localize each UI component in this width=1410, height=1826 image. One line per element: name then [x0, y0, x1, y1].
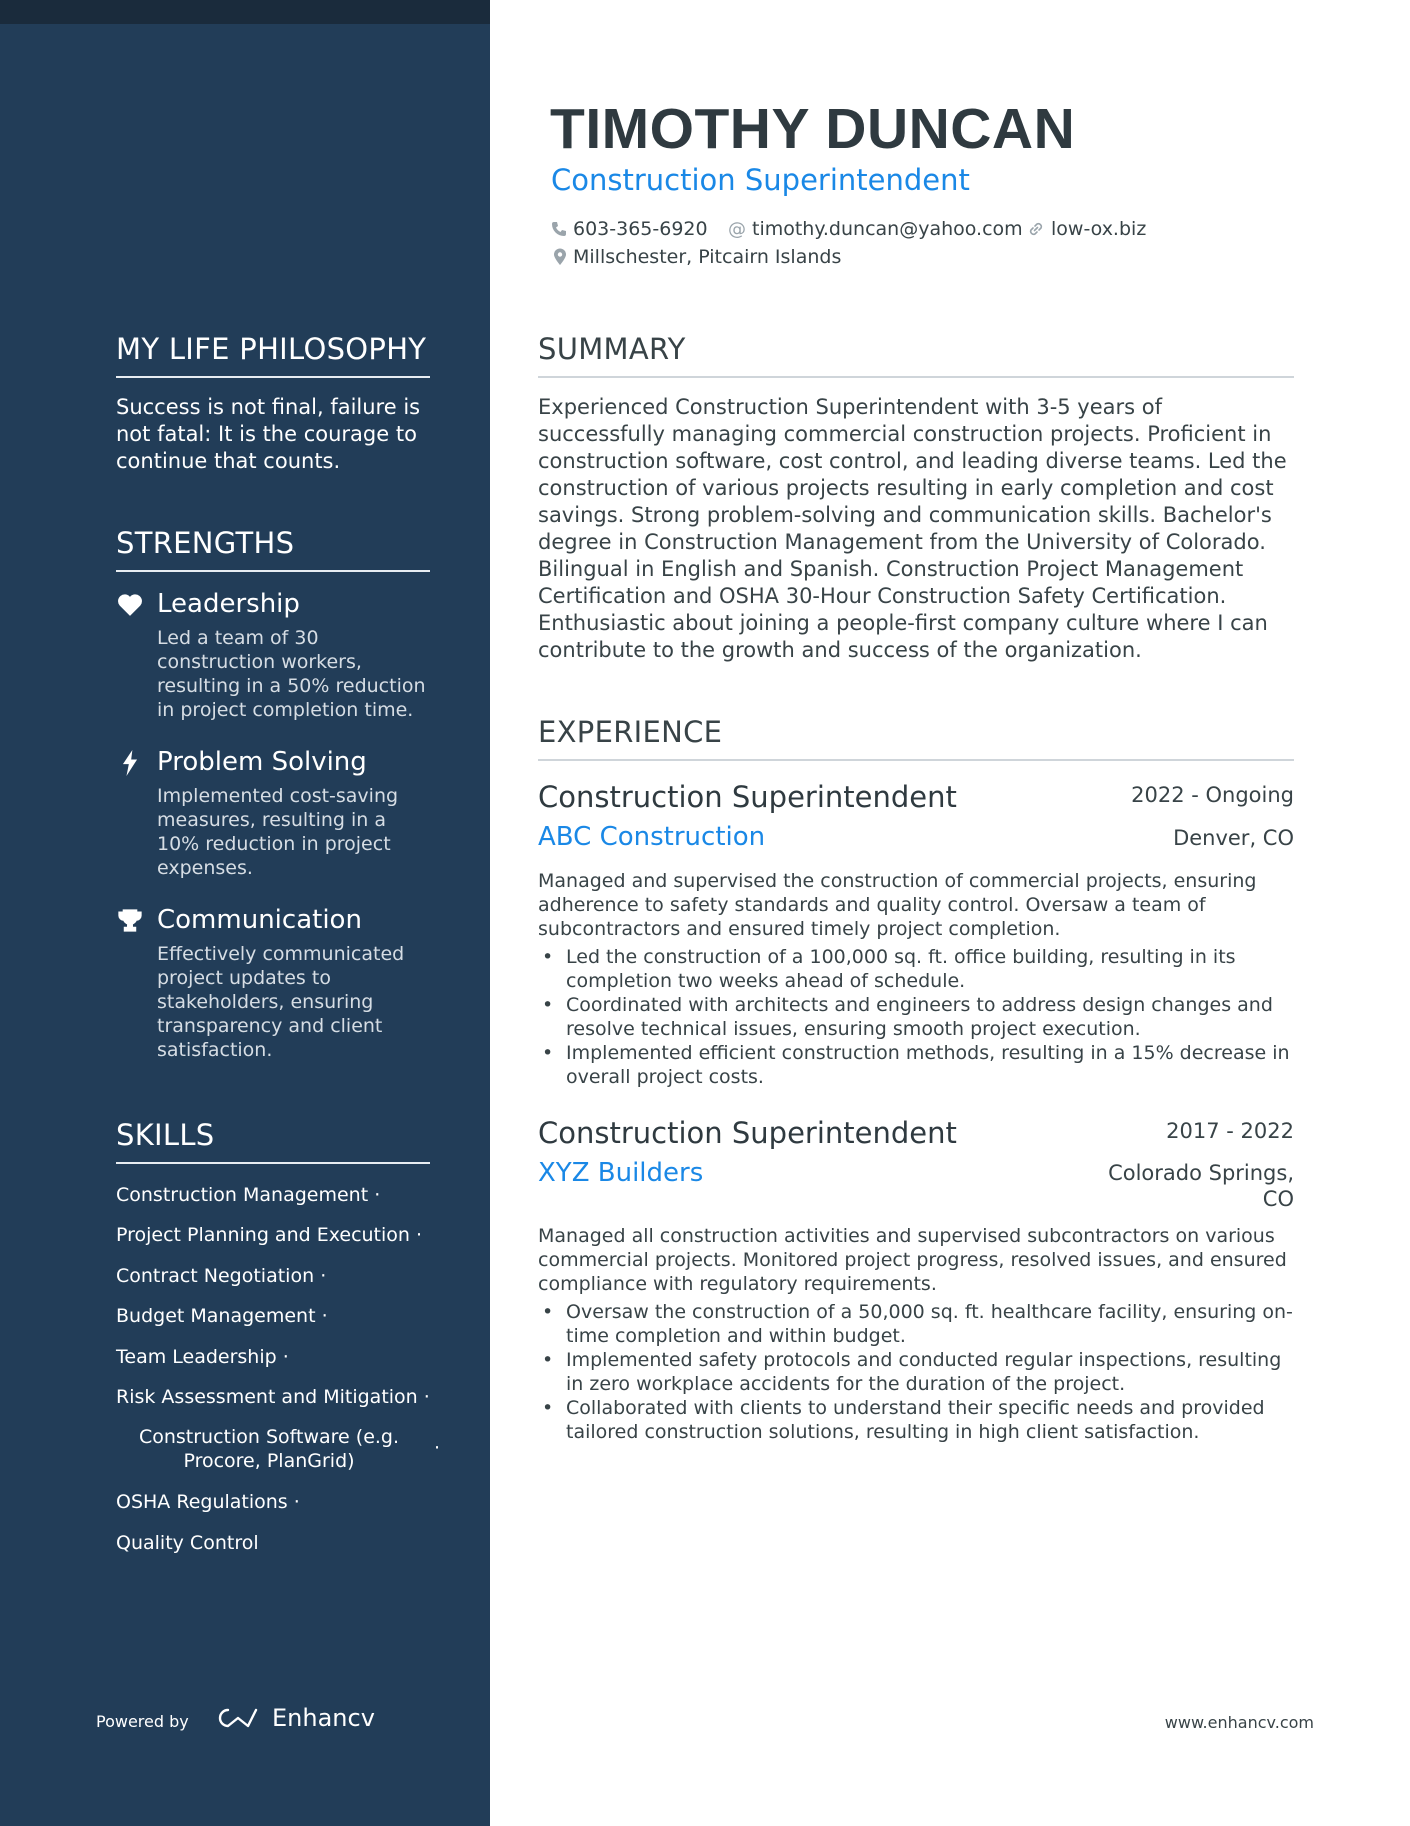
skill-item: OSHA Regulations ·	[116, 1491, 300, 1513]
skills-heading: SKILLS	[116, 1118, 430, 1164]
skill-item: Team Leadership ·	[116, 1346, 289, 1368]
experience-heading: EXPERIENCE	[538, 715, 1294, 761]
job-bullet: • Collaborated with clients to understand their specific needs and provided tailored construction solutions, resulting in high client satisfaction.	[538, 1396, 1294, 1444]
strengths-heading: STRENGTHS	[116, 526, 430, 572]
email-contact[interactable]	[728, 218, 1023, 240]
website-text: low-ox.biz	[1051, 218, 1147, 240]
job-bullets	[538, 945, 1294, 1089]
phone-contact[interactable]	[551, 218, 708, 240]
job-company[interactable]: XYZ Builders	[538, 1158, 704, 1188]
strength-description: Implemented cost-saving measures, resulting in a 10% reduction in project expenses.	[157, 785, 399, 879]
job-location	[1108, 1160, 1294, 1212]
powered-by-label: Powered by	[96, 1712, 189, 1731]
experience-section	[538, 715, 1294, 761]
location-pin-icon	[553, 248, 567, 266]
summary-text: Experienced Construction Superintendent with 3-5 years of successfully managing commercial construction projects. Proficient in construction software, cost control, and leading diverse teams. Led the construction of various projects resulting in early completion and cost savings. Strong problem-solving and communication skills. Bachelor's degree in Construction Management from the University of Colorado. Bilingual in English and Spanish. Construction Project Management Certification and OSHA 30-Hour Construction Safety Certification. Enthusiastic about joining a people-first company culture where I can contribute to the growth and success of the organization.	[538, 395, 1287, 662]
email-text: timothy.duncan@yahoo.com	[752, 218, 1023, 240]
skill-item: Construction Software (e.g. Procore, PlanGrid)	[138, 1426, 400, 1472]
sidebar-top-bar	[0, 0, 490, 24]
phone-text: 603-365-6920	[573, 218, 708, 240]
enhancv-wordmark: Enhancv	[272, 1704, 375, 1732]
job-title: Construction Superintendent	[538, 1116, 957, 1150]
footer-url[interactable]: www.enhancv.com	[1164, 1713, 1314, 1732]
job-title: Construction Superintendent	[538, 780, 957, 814]
skill-item: Project Planning and Execution ·	[116, 1224, 423, 1246]
at-icon: @	[728, 218, 746, 240]
job-description: Managed all construction activities and supervised subcontractors on various commercial projects. Monitored project progress, resolved issues, and ensured compliance with regulatory requirements.	[538, 1225, 1287, 1295]
skill-item: Quality Control	[116, 1532, 259, 1554]
strength-item	[116, 904, 430, 1062]
sidebar	[0, 0, 490, 1826]
trophy-icon	[116, 908, 144, 934]
summary-heading: SUMMARY	[538, 332, 1294, 378]
job-bullet: • Implemented efficient construction methods, resulting in a 15% decrease in overall project costs.	[538, 1041, 1294, 1089]
skill-item: Risk Assessment and Mitigation ·	[116, 1386, 430, 1408]
skill-item: Budget Management ·	[116, 1305, 328, 1327]
job-bullet: • Led the construction of a 100,000 sq. ft. office building, resulting in its completion two weeks ahead of schedule.	[538, 945, 1294, 993]
skill-item: Contract Negotiation ·	[116, 1265, 327, 1287]
job-company[interactable]: ABC Construction	[538, 822, 766, 852]
job-bullet: • Coordinated with architects and engineers to address design changes and resolve technical issues, ensuring smooth project execution.	[538, 993, 1294, 1041]
job-description: Managed and supervised the construction of commercial projects, ensuring adherence to safety standards and quality control. Oversaw a team of subcontractors and ensured timely project completion.	[538, 870, 1257, 940]
summary-section	[538, 332, 1294, 664]
skill-separator: ·	[434, 1437, 441, 1459]
location-text: Millschester, Pitcairn Islands	[573, 246, 842, 268]
philosophy-text: Success is not final, failure is not fatal: It is the courage to continue that counts.	[116, 395, 421, 473]
job-details	[538, 1224, 1294, 1444]
strengths-section	[116, 526, 430, 1062]
location-contact	[553, 246, 841, 268]
philosophy-heading: MY LIFE PHILOSOPHY	[116, 332, 430, 378]
strength-title: Leadership	[157, 589, 300, 619]
candidate-name: TIMOTHY DUNCAN	[550, 97, 1076, 161]
job-location-line: CO	[1262, 1187, 1294, 1211]
philosophy-section	[116, 332, 430, 475]
phone-icon	[551, 221, 567, 237]
job-dates: 2017 - 2022	[1166, 1119, 1294, 1143]
bolt-icon	[116, 750, 144, 776]
strength-item	[116, 746, 430, 880]
job-details	[538, 869, 1294, 1089]
enhancv-logo[interactable]	[216, 1704, 375, 1732]
skill-item: Construction Management ·	[116, 1184, 381, 1206]
job-bullet: • Implemented safety protocols and conducted regular inspections, resulting in zero workplace accidents for the duration of the project.	[538, 1348, 1294, 1396]
job-bullet: • Oversaw the construction of a 50,000 sq. ft. healthcare facility, ensuring on-time completion and within budget.	[538, 1300, 1294, 1348]
website-contact[interactable]	[1027, 218, 1146, 240]
strength-item	[116, 588, 430, 722]
enhancv-mark-icon	[216, 1706, 262, 1730]
heart-icon	[116, 592, 144, 618]
strength-title: Problem Solving	[157, 747, 367, 777]
job-bullets	[538, 1300, 1294, 1444]
candidate-role: Construction Superintendent	[551, 163, 970, 197]
job-location-line: Colorado Springs,	[1108, 1161, 1294, 1185]
job-dates: 2022 - Ongoing	[1131, 783, 1294, 807]
job-location: Denver, CO	[1173, 826, 1294, 850]
strength-description: Effectively communicated project updates to stakeholders, ensuring transparency and client satisfaction.	[157, 943, 405, 1061]
link-icon	[1027, 220, 1045, 238]
strength-description: Led a team of 30 construction workers, resulting in a 50% reduction in project completion time.	[157, 627, 426, 721]
skills-section	[116, 1118, 430, 1164]
strength-title: Communication	[157, 905, 362, 935]
